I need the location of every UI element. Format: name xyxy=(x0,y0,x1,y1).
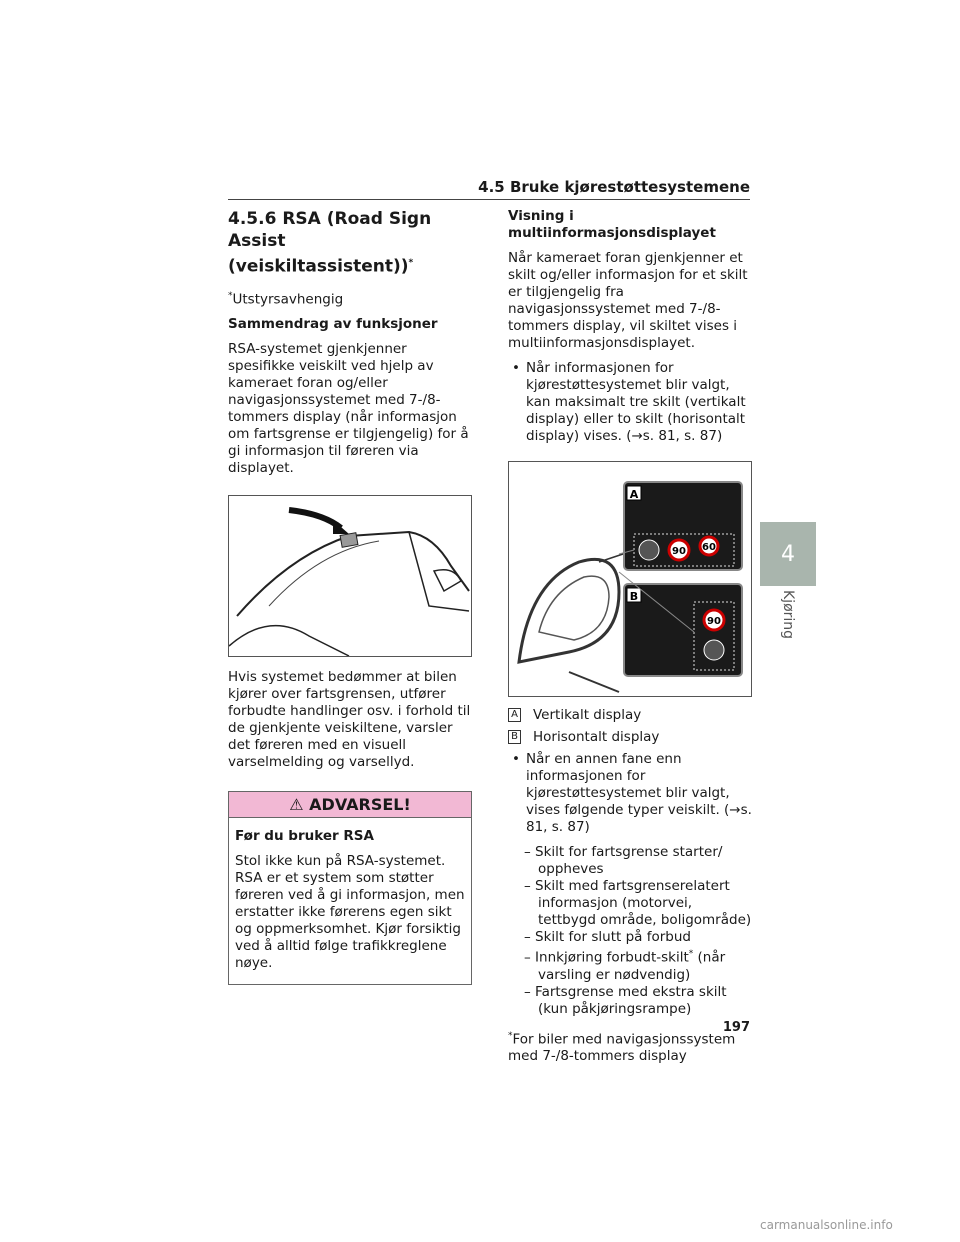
equipment-note: *Utstyrsavhengig xyxy=(228,290,344,308)
watermark[interactable]: carmanualsonline.info xyxy=(760,1218,893,1232)
warning-text: Stol ikke kun på RSA-systemet. RSA er et system som støtter føreren ved å gi informasjon, men erstatter ikke førerens egen sikt og oppmerksomhet. Kjør forsiktig ved å alltid følge trafikkreglene nøye. xyxy=(235,853,465,972)
display-intro: Når kameraet foran gjenkjenner et skilt og/eller informasjon for et skilt er tilgjengelig fra navigasjonssystemet med 7-/8-tommers display, vil skiltet vises i multiinformasjonsdisplayet. xyxy=(508,250,748,351)
chapter-label: Kjøring xyxy=(780,590,796,640)
sign-type-item: – Fartsgrense med ekstra skilt (kun påkjøringsrampe) xyxy=(524,983,727,1017)
warning-behavior-text: Hvis systemet bedømmer at bilen kjører over fartsgrensen, utfører forbudte handlinger osv. i forhold til de gjenkjente veiskiltene, varsler det føreren med en visuell varselmelding og varsellyd. xyxy=(228,669,471,771)
warning-icon: ⚠ xyxy=(289,795,304,815)
warning-subheading: Før du bruker RSA xyxy=(235,828,374,845)
left-column xyxy=(228,208,472,985)
summary-text: RSA-systemet gjenkjenner spesifikke veiskilt ved hjelp av kameraet foran og/eller navigasjonssystemet med 7-/8-tommers display (når informasjon om fartsgrense er tilgjengelig) for å gi informasjon til føreren via displayet. xyxy=(228,341,469,477)
figure-label-b: B xyxy=(629,590,639,603)
car-windshield-illustration xyxy=(229,496,471,656)
sign-type-item: – Innkjøring forbudt-skilt* (når varsling er nødvendig) xyxy=(524,949,726,983)
warning-box xyxy=(228,791,472,985)
speed-sign-horizontal: 90 xyxy=(707,616,721,627)
bullet-item: • Når informasjonen for kjørestøttesystemet blir valgt, kan maksimalt tre skilt (vertikalt display) eller to skilt (horisontalt display) vises. (→s. 81, s. 87) xyxy=(508,360,752,445)
legend-item-a: A Vertikalt display xyxy=(508,707,752,723)
warning-header: ⚠ ADVARSEL! xyxy=(229,792,471,818)
page-number: 197 xyxy=(722,1020,750,1035)
section-header: 4.5 Bruke kjørestøttesystemene xyxy=(478,178,750,196)
display-heading: Visning i multiinformasjonsdisplayet xyxy=(508,208,716,241)
windshield-camera-figure xyxy=(228,495,472,657)
bullet-item: • Når en annen fane enn informasjonen for kjørestøttesystemet blir valgt, vises følgende typer veiskilt. (→s. 81, s. 87) xyxy=(508,751,752,836)
right-column xyxy=(508,208,752,1065)
sign-type-item: – Skilt for slutt på forbud xyxy=(524,929,691,945)
legend-key-b: B xyxy=(508,730,521,744)
multi-info-display-illustration xyxy=(509,462,751,696)
chapter-tab[interactable]: 4 xyxy=(760,522,816,586)
figure-label-a: A xyxy=(629,488,639,501)
sign-type-item: – Skilt med fartsgrenserelatert informasjon (motorvei, tettbygd område, boligområde) xyxy=(524,878,752,928)
speed-sign-vertical-1: 90 xyxy=(672,546,686,557)
speed-sign-vertical-2: 60 xyxy=(702,542,716,553)
legend-key-a: A xyxy=(508,708,521,722)
dashboard-display-figure xyxy=(508,461,752,697)
header-rule xyxy=(228,199,750,200)
summary-heading: Sammendrag av funksjoner xyxy=(228,316,438,333)
legend-item-b: B Horisontalt display xyxy=(508,729,752,745)
footnote: *For biler med navigasjonssystem med 7-/8-tommers display xyxy=(508,1030,736,1064)
section-title: 4.5.6 RSA (Road Sign Assist (veiskiltassistent))* xyxy=(228,209,432,277)
sign-type-item: – Skilt for fartsgrense starter/ oppheves xyxy=(524,844,723,877)
